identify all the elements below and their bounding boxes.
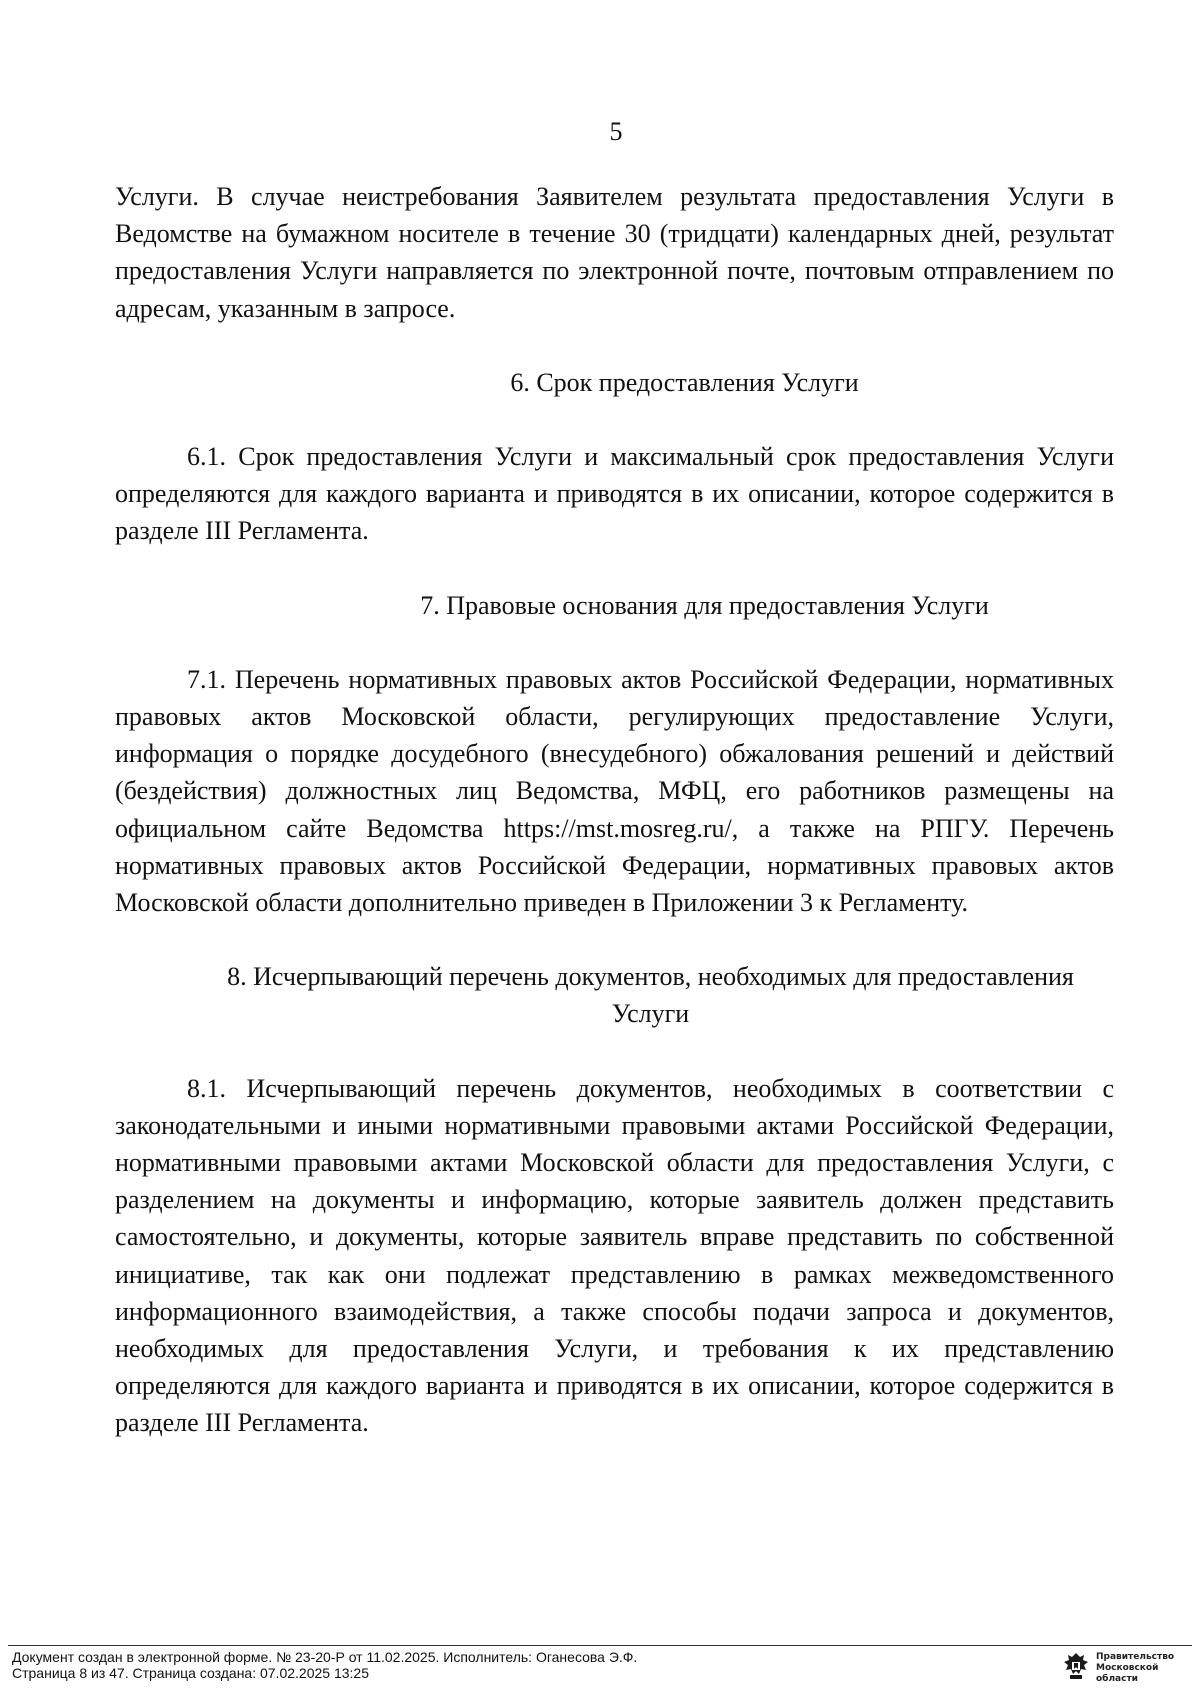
footer-line-document: Документ создан в электронной форме. № 23-20-Р от 11.02.2025. Исполнитель: Оганесова Э.Ф.	[12, 1649, 638, 1665]
section-heading-8-line1: 8. Исчерпывающий перечень документов, необходимых для предоставления	[227, 962, 1074, 992]
footer-info	[12, 1649, 637, 1681]
section-heading-8	[115, 958, 1114, 1032]
section-heading-6: 6. Срок предоставления Услуги	[510, 367, 859, 397]
paragraph-8-1: 8.1. Исчерпывающий перечень документов, необходимых в соответствии с законодательными и иными нормативными правовыми актами Российской Федерации, нормативными правовыми актами Московской области для предоставления Услуги, с разделением на документы и информацию, которые заявитель должен представить самостоятельно, и документы, которые заявитель вправе представить по собственной инициативе, так как они подлежат представлению в рамках межведомственного информационного взаимодействия, а также способы подачи запроса и документов, необходимых для предоставления Услуги, и требования к их представлению определяются для каждого варианта и приводятся в их описании, которое содержится в разделе III Регламента.	[115, 1073, 1114, 1438]
page-number: 5	[609, 117, 623, 146]
logo-line-1: Правительство	[1096, 1651, 1175, 1662]
government-logo-text	[1096, 1652, 1192, 1685]
paragraph-7-1: 7.1. Перечень нормативных правовых актов Российской Федерации, нормативных правовых актов Московской области, регулирующих предоставление Услуги, информация о порядке досудебного (внесудебного) обжалования решений и действий (бездействия) должностных лиц Ведомства, МФЦ, его работников размещены на официальном сайте Ведомства https://mst.mosreg.ru/, а также на РПГУ. Перечень нормативных правовых актов Российской Федерации, нормативных правовых актов Московской области дополнительно приведен в Приложении 3 к Регламенту.	[115, 664, 1114, 918]
paragraph-6-1: 6.1. Срок предоставления Услуги и максимальный срок предоставления Услуги определяются для каждого варианта и приводятся в их описании, которое содержится в разделе III Регламента.	[115, 442, 1114, 546]
footer-divider	[8, 1645, 1192, 1646]
logo-line-2: Московской области	[1096, 1662, 1159, 1684]
government-logo	[1062, 1651, 1192, 1685]
paragraph-continuation: Услуги. В случае неистребования Заявителем результата предоставления Услуги в Ведомстве на бумажном носителе в течение 30 (тридцати) календарных дней, результат предоставления Услуги направляется по электронной почте, почтовым отправлением по адресам, указанным в запросе.	[115, 182, 1114, 323]
section-heading-8-line2: Услуги	[611, 999, 690, 1029]
document-body	[115, 178, 1114, 1442]
coat-of-arms-icon	[1062, 1651, 1090, 1686]
footer-line-page: Страница 8 из 47. Страница создана: 07.02.2025 13:25	[12, 1665, 369, 1681]
section-heading-7: 7. Правовые основания для предоставления Услуги	[420, 590, 989, 620]
